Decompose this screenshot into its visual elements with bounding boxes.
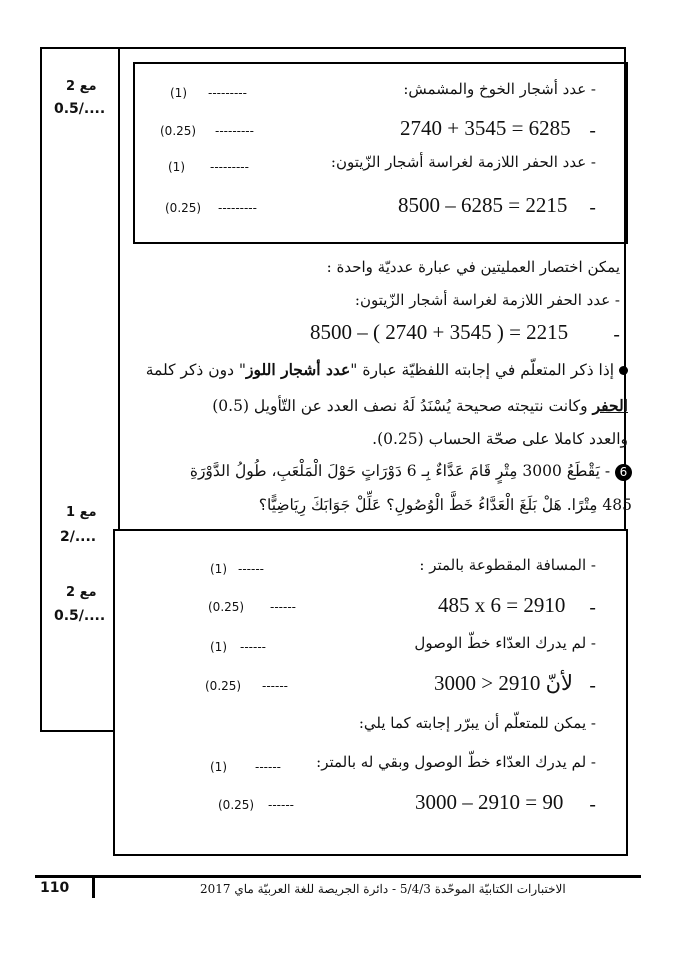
question-number-icon: 6 xyxy=(615,464,632,481)
box2-dash-4: ------ xyxy=(262,679,288,693)
footer-text: الاختبارات الكتابيّة الموحّدة 5/4/3 - دائرة الجريصة للغة العربيّة ماي 2017 xyxy=(200,882,566,896)
mark-score-2: 2/.... xyxy=(60,529,97,545)
box1-points-1: (1) xyxy=(170,86,187,100)
box1-dash-4: --------- xyxy=(218,201,257,215)
box2-dash-7: ------ xyxy=(268,798,294,812)
note-line-4: إذا ذكر المتعلّم في إجابته اللفظيّة عبارة "عدد أشجار اللوز" دون ذكر كلمة xyxy=(146,360,628,379)
note-bullet-3: - xyxy=(613,322,620,346)
box2-dash-1: ------ xyxy=(238,562,264,576)
box2-bullet-7: - xyxy=(589,792,596,816)
mark-label-3: مع 2 xyxy=(66,585,97,600)
footer-rule xyxy=(35,875,641,878)
mark-score-1: 0.5/.... xyxy=(54,101,106,117)
box2-equation-7: 3000 – 2910 = 90 xyxy=(415,790,564,814)
box2-equation-4: لأنّ 2910 < 3000 xyxy=(434,671,573,695)
box2-points-7: (0.25) xyxy=(218,798,255,812)
box2-points-4: (0.25) xyxy=(205,679,242,693)
box1-points-3: (1) xyxy=(168,160,185,174)
box1-bullet-2: - xyxy=(589,118,596,142)
box1-dash-2: --------- xyxy=(215,124,254,138)
note-equation-3: 8500 – ( 2740 + 3545 ) = 2215 xyxy=(310,320,569,344)
box1-equation-4: 8500 – 6285 = 2215 xyxy=(398,193,568,217)
page-number-separator xyxy=(92,878,95,898)
box2-points-6: (1) xyxy=(210,760,227,774)
box2-line-5: - يمكن للمتعلّم أن يبرّر إجابته كما يلي: xyxy=(358,714,596,732)
box2-points-3: (1) xyxy=(210,640,227,654)
box2-dash-3: ------ xyxy=(240,640,266,654)
box2-equation-2: 485 x 6 = 2910 xyxy=(438,593,566,617)
box1-dash-1: --------- xyxy=(208,86,247,100)
bullet-icon xyxy=(619,366,628,375)
box2-line-1: - المسافة المقطوعة بالمتر : xyxy=(419,556,596,574)
box2-line-3: - لم يدرك العدّاء خطّ الوصول xyxy=(414,634,596,652)
note-line-6: والعدد كاملا على صحّة الحساب (0.25). xyxy=(372,430,628,448)
note-line-2: - عدد الحفر اللازمة لغراسة أشجار الزّيتون: xyxy=(354,291,620,309)
box1-dash-3: --------- xyxy=(210,160,249,174)
mark-label-2: مع 1 xyxy=(66,505,97,520)
box1-points-2: (0.25) xyxy=(160,124,197,138)
note-line-1: يمكن اختصار العمليتين في عبارة عدديّة واحدة : xyxy=(326,258,620,276)
box1-line-3: - عدد الحفر اللازمة لغراسة أشجار الزّيتون: xyxy=(330,153,596,171)
box2-line-6: - لم يدرك العدّاء خطّ الوصول وبقي له بالمتر: xyxy=(316,753,596,771)
box1-points-4: (0.25) xyxy=(165,201,202,215)
box2-points-1: (1) xyxy=(210,562,227,576)
box2-bullet-2: - xyxy=(589,595,596,619)
note-line-5: الحفر وكانت نتيجته صحيحة يُسْنَدُ لَهُ نصف العدد عن التّأويل (0.5) xyxy=(212,396,628,415)
page-number: 110 xyxy=(40,880,70,896)
box1-equation-2: 2740 + 3545 = 6285 xyxy=(400,116,571,140)
box2-bullet-4: - xyxy=(589,673,596,697)
box2-dash-6: ------ xyxy=(255,760,281,774)
box1-bullet-4: - xyxy=(589,195,596,219)
box2-dash-2: ------ xyxy=(270,600,296,614)
question-line-1: 6 - يَقْطَعُ 3000 مِتْرٍ قَامَ عَدَّاءٌ بِـ 6 دَوْرَاتٍ حَوْلَ الْمَلْعَبِ، طُولُ الدَّوْرَةِ xyxy=(190,462,632,481)
box1-line-1: - عدد أشجار الخوخ والمشمش: xyxy=(403,80,596,98)
box2-points-2: (0.25) xyxy=(208,600,245,614)
question-line-2: 485 مِتْرًا. هَلْ بَلَغَ الْعَدَّاءُ خَطَّ الْوُصُولِ؟ عَلِّلْ جَوَابَكَ رِيَاضِيًّا؟ xyxy=(258,496,632,514)
mark-label-1: مع 2 xyxy=(66,79,97,94)
mark-score-3: 0.5/.... xyxy=(54,608,106,624)
